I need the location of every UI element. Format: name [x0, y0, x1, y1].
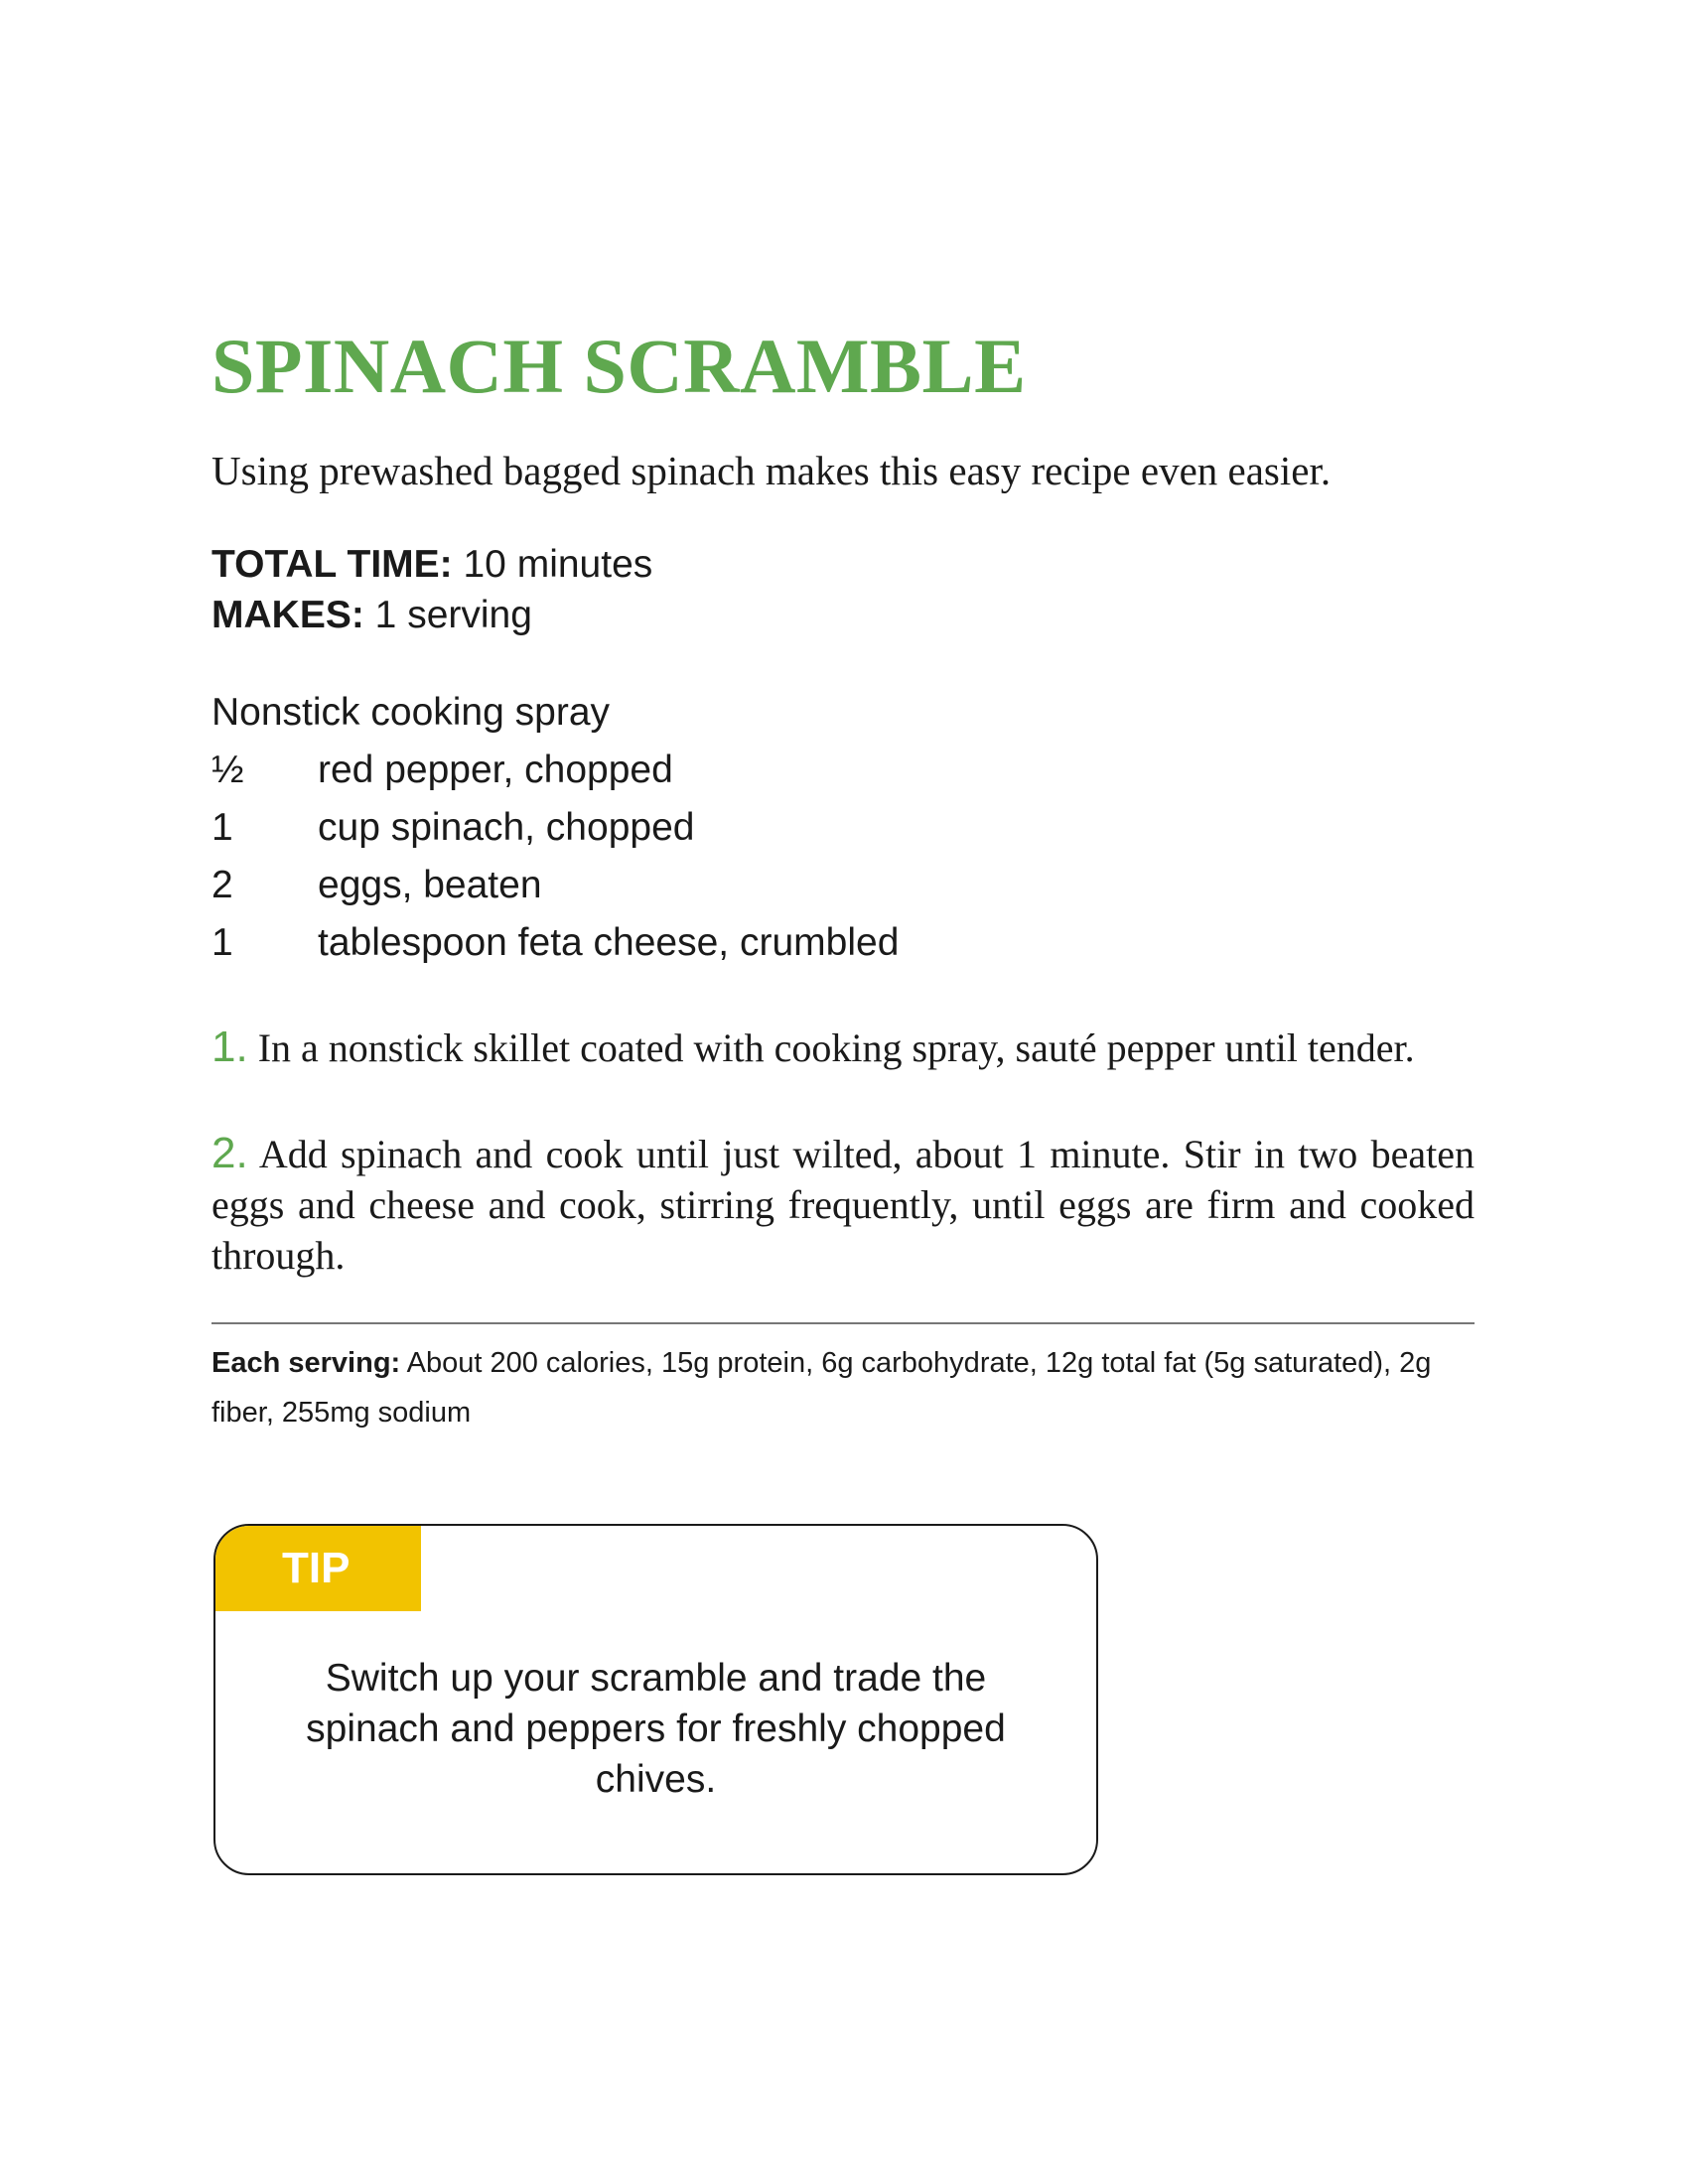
step-list: [211, 1022, 1475, 1281]
intro-text: Using prewashed bagged spinach makes this easy recipe even easier.: [211, 448, 1332, 493]
total-time-line: [211, 539, 1475, 590]
ingredient-text: eggs, beaten: [318, 864, 542, 907]
ingredient-text: cup spinach, chopped: [318, 806, 695, 850]
step-item: [211, 1022, 1475, 1073]
ingredient-qty: 2: [211, 864, 233, 907]
ingredient-text: tablespoon feta cheese, crumbled: [318, 921, 900, 965]
ingredient-qty: ½: [211, 749, 244, 792]
tip-text: Switch up your scramble and trade the spinach and peppers for freshly chopped chives.: [306, 1657, 1006, 1801]
nutrition-info: [211, 1338, 1475, 1437]
tip-box: [213, 1524, 1098, 1875]
ingredient-row: [211, 799, 1475, 857]
tip-label: TIP: [215, 1526, 421, 1611]
step-number: 1.: [211, 1023, 248, 1072]
ingredient-qty: 1: [211, 806, 233, 850]
page-title: SPINACH SCRAMBLE: [211, 323, 1027, 409]
ingredient-line: Nonstick cooking spray: [211, 691, 611, 735]
divider: [211, 1322, 1475, 1324]
ingredient-text: red pepper, chopped: [318, 749, 673, 792]
ingredient-qty: 1: [211, 921, 233, 965]
step-text: Add spinach and cook until just wilted, about 1 minute. Stir in two beaten eggs and cheese and cook, stirring frequently, until eggs are firm and cooked through.: [211, 1132, 1475, 1279]
makes-label: MAKES:: [211, 594, 364, 637]
makes-line: [211, 590, 1475, 640]
step-number: 2.: [211, 1129, 248, 1178]
step-text: In a nonstick skillet coated with cooking spray, sauté pepper until tender.: [247, 1025, 1415, 1071]
nutrition-label: Each serving:: [211, 1347, 401, 1380]
step-item: [211, 1128, 1475, 1281]
ingredient-row: [211, 914, 1475, 972]
ingredient-list: [211, 684, 1475, 972]
recipe-page: [211, 323, 1475, 1437]
total-time-value: 10 minutes: [452, 543, 653, 587]
makes-value: 1 serving: [363, 594, 532, 637]
nutrition-text: About 200 calories, 15g protein, 6g carbohydrate, 12g total fat (5g saturated), 2g fiber, 255mg sodium: [211, 1347, 1432, 1430]
recipe-meta: [211, 539, 1475, 640]
total-time-label: TOTAL TIME:: [211, 543, 453, 587]
ingredient-row: [211, 857, 1475, 914]
ingredient-row: [211, 742, 1475, 799]
